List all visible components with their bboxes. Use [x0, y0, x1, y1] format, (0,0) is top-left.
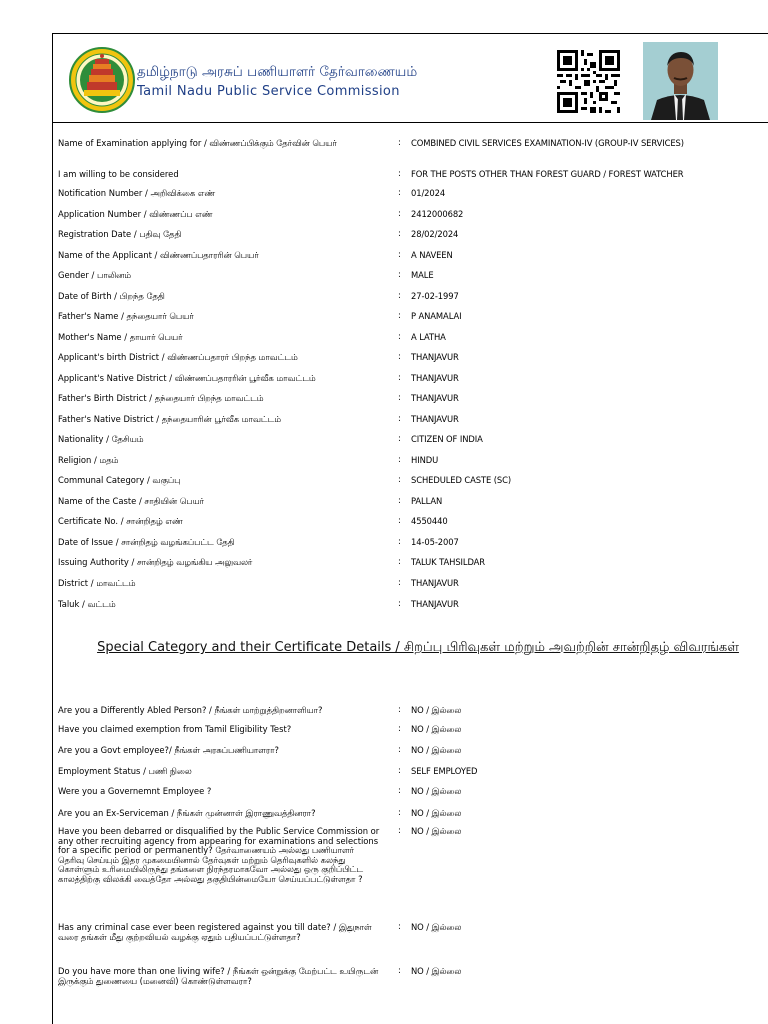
field-label: Name of the Caste / சாதியின் பெயர் — [58, 496, 204, 506]
applicant-photo — [643, 42, 718, 120]
field-colon: : — [398, 351, 401, 361]
field-label: Date of Birth / பிறந்த தேதி — [58, 291, 165, 301]
field-value: THANJAVUR — [411, 393, 459, 403]
field-value: NO / இல்லை — [411, 705, 462, 715]
field-colon: : — [398, 744, 401, 754]
field-label: District / மாவட்டம் — [58, 578, 136, 588]
field-value: 27-02-1997 — [411, 291, 459, 301]
field-label: Father's Native District / தந்தையாரின் பூர்வீக மாவட்டம் — [58, 414, 281, 424]
field-value: 4550440 — [411, 516, 448, 526]
field-colon: : — [398, 433, 401, 443]
field-value: 14-05-2007 — [411, 537, 459, 547]
special-category-heading: Special Category and their Certificate Details / சிறப்பு பிரிவுகள் மற்றும் அவற்றின் சான்றிதழ் விவரங்கள் — [97, 640, 739, 655]
field-colon: : — [398, 577, 401, 587]
field-colon: : — [398, 269, 401, 279]
field-label: Are you a Govt employee?/ நீங்கள் அரசுப்பணியாளரா? — [58, 745, 279, 755]
field-label: Communal Category / வகுப்பு — [58, 475, 181, 485]
field-colon: : — [398, 495, 401, 505]
field-label: Are you an Ex-Serviceman / நீங்கள் முன்னாள் இராணுவத்தினரா? — [58, 808, 316, 818]
field-label: Applicant's birth District / விண்ணப்பதாரர் பிறந்த மாவட்டம் — [58, 352, 298, 362]
field-value: NO / இல்லை — [411, 922, 462, 932]
field-value: NO / இல்லை — [411, 826, 462, 836]
field-colon: : — [398, 331, 401, 341]
field-value: THANJAVUR — [411, 414, 459, 424]
field-label: Are you a Differently Abled Person? / நீங்கள் மாற்றுத்திறனாளியா? — [58, 705, 323, 715]
application-page — [52, 33, 768, 1024]
field-label: Do you have more than one living wife? / நீங்கள் ஒன்றுக்கு மேற்பட்ட உயிருடன் இருக்கும் துணையை (மனைவி) கொண்டுள்ளவரா? — [58, 966, 379, 986]
field-label: Employment Status / பணி நிலை — [58, 766, 192, 776]
field-colon: : — [398, 228, 401, 238]
org-name-english: Tamil Nadu Public Service Commission — [137, 84, 400, 99]
field-value: NO / இல்லை — [411, 724, 462, 734]
field-colon: : — [398, 965, 401, 975]
header — [53, 34, 768, 123]
field-value: THANJAVUR — [411, 599, 459, 609]
field-value: SCHEDULED CASTE (SC) — [411, 475, 512, 485]
field-colon: : — [398, 392, 401, 402]
org-name-tamil: தமிழ்நாடு அரசுப் பணியாளர் தேர்வாணையம் — [137, 64, 418, 80]
field-value: NO / இல்லை — [411, 745, 462, 755]
field-label: Name of the Applicant / விண்ணப்பதாரரின் பெயர் — [58, 250, 259, 260]
field-label: I am willing to be considered — [58, 169, 179, 179]
field-value: HINDU — [411, 455, 439, 465]
field-value: CITIZEN OF INDIA — [411, 434, 483, 444]
field-value: THANJAVUR — [411, 352, 459, 362]
field-value: TALUK TAHSILDAR — [411, 557, 486, 567]
field-colon: : — [398, 556, 401, 566]
field-value: NO / இல்லை — [411, 786, 462, 796]
field-colon: : — [398, 137, 401, 147]
field-colon: : — [398, 249, 401, 259]
field-value: 28/02/2024 — [411, 229, 459, 239]
field-label: Have you claimed exemption from Tamil Eligibility Test? — [58, 724, 292, 734]
field-value: 2412000682 — [411, 209, 464, 219]
field-colon: : — [398, 187, 401, 197]
field-colon: : — [398, 723, 401, 733]
field-colon: : — [398, 168, 401, 178]
field-label: Nationality / தேசியம் — [58, 434, 144, 444]
field-colon: : — [398, 921, 401, 931]
field-label: Taluk / வட்டம் — [58, 599, 116, 609]
field-label: Has any criminal case ever been registered against you till date? / இதுநாள் வரை தங்கள் மீது குற்றவியல் வழக்கு ஏதும் பதியப்பட்டுள்ளதா? — [58, 922, 372, 942]
field-colon: : — [398, 310, 401, 320]
field-value: P ANAMALAI — [411, 311, 462, 321]
field-label: Have you been debarred or disqualified by the Public Service Commission or any other recruiting agency from appearing for examinations and selections for a specific period or permanently? தேர்வாணையம் அல்லது பணியாளர் தெரிவு செய்யும் இதர முகமையினால் தேர்வுகள் மற்றும் தெரிவுகளில் கலந்து கொள்ளும் உரிமையிலிருந்து தங்களை நிரந்தரமாகவோ அல்லது ஒரு குறிப்பிட்ட காலத்திற்கு விலக்கி வைத்தோ அல்லது தகுதியின்மையோ செய்யப்பட்டுள்ளதா ? — [58, 826, 380, 884]
field-value: MALE — [411, 270, 434, 280]
field-label: Registration Date / பதிவு தேதி — [58, 229, 182, 239]
tnpsc-emblem-icon — [69, 47, 135, 113]
field-value: FOR THE POSTS OTHER THAN FOREST GUARD / FOREST WATCHER — [411, 169, 684, 179]
field-colon: : — [398, 807, 401, 817]
field-label: Father's Name / தந்தையார் பெயர் — [58, 311, 194, 321]
field-label: Applicant's Native District / விண்ணப்பதாரரின் பூர்வீக மாவட்டம் — [58, 373, 316, 383]
field-colon: : — [398, 290, 401, 300]
field-colon: : — [398, 474, 401, 484]
field-label: Mother's Name / தாயார் பெயர் — [58, 332, 183, 342]
field-label: Gender / பாலினம் — [58, 270, 132, 280]
field-colon: : — [398, 515, 401, 525]
qr-code-icon — [557, 50, 620, 113]
field-label: Application Number / விண்ணப்ப எண் — [58, 209, 213, 219]
field-colon: : — [398, 598, 401, 608]
field-value: A NAVEEN — [411, 250, 453, 260]
field-label: Religion / மதம் — [58, 455, 119, 465]
field-label: Certificate No. / சான்றிதழ் எண் — [58, 516, 183, 526]
field-colon: : — [398, 825, 401, 835]
field-colon: : — [398, 765, 401, 775]
field-value: PALLAN — [411, 496, 443, 506]
field-value: A LATHA — [411, 332, 446, 342]
field-value: NO / இல்லை — [411, 808, 462, 818]
field-label: Name of Examination applying for / விண்ணப்பிக்கும் தேர்வின் பெயர் — [58, 138, 337, 148]
field-value: COMBINED CIVIL SERVICES EXAMINATION-IV (GROUP-IV SERVICES) — [411, 138, 684, 148]
field-value: THANJAVUR — [411, 578, 459, 588]
field-colon: : — [398, 536, 401, 546]
field-colon: : — [398, 704, 401, 714]
field-label: Notification Number / அறிவிக்கை எண் — [58, 188, 216, 198]
field-colon: : — [398, 413, 401, 423]
field-colon: : — [398, 372, 401, 382]
field-label: Issuing Authority / சான்றிதழ் வழங்கிய அலுவலர் — [58, 557, 253, 567]
field-label: Date of Issue / சான்றிதழ் வழங்கப்பட்ட தேதி — [58, 537, 235, 547]
field-colon: : — [398, 208, 401, 218]
field-value: SELF EMPLOYED — [411, 766, 478, 776]
field-value: THANJAVUR — [411, 373, 459, 383]
field-label: Were you a Governemnt Employee ? — [58, 786, 212, 796]
field-value: 01/2024 — [411, 188, 446, 198]
field-value: NO / இல்லை — [411, 966, 462, 976]
field-colon: : — [398, 785, 401, 795]
field-colon: : — [398, 454, 401, 464]
field-label: Father's Birth District / தந்தையார் பிறந்த மாவட்டம் — [58, 393, 264, 403]
